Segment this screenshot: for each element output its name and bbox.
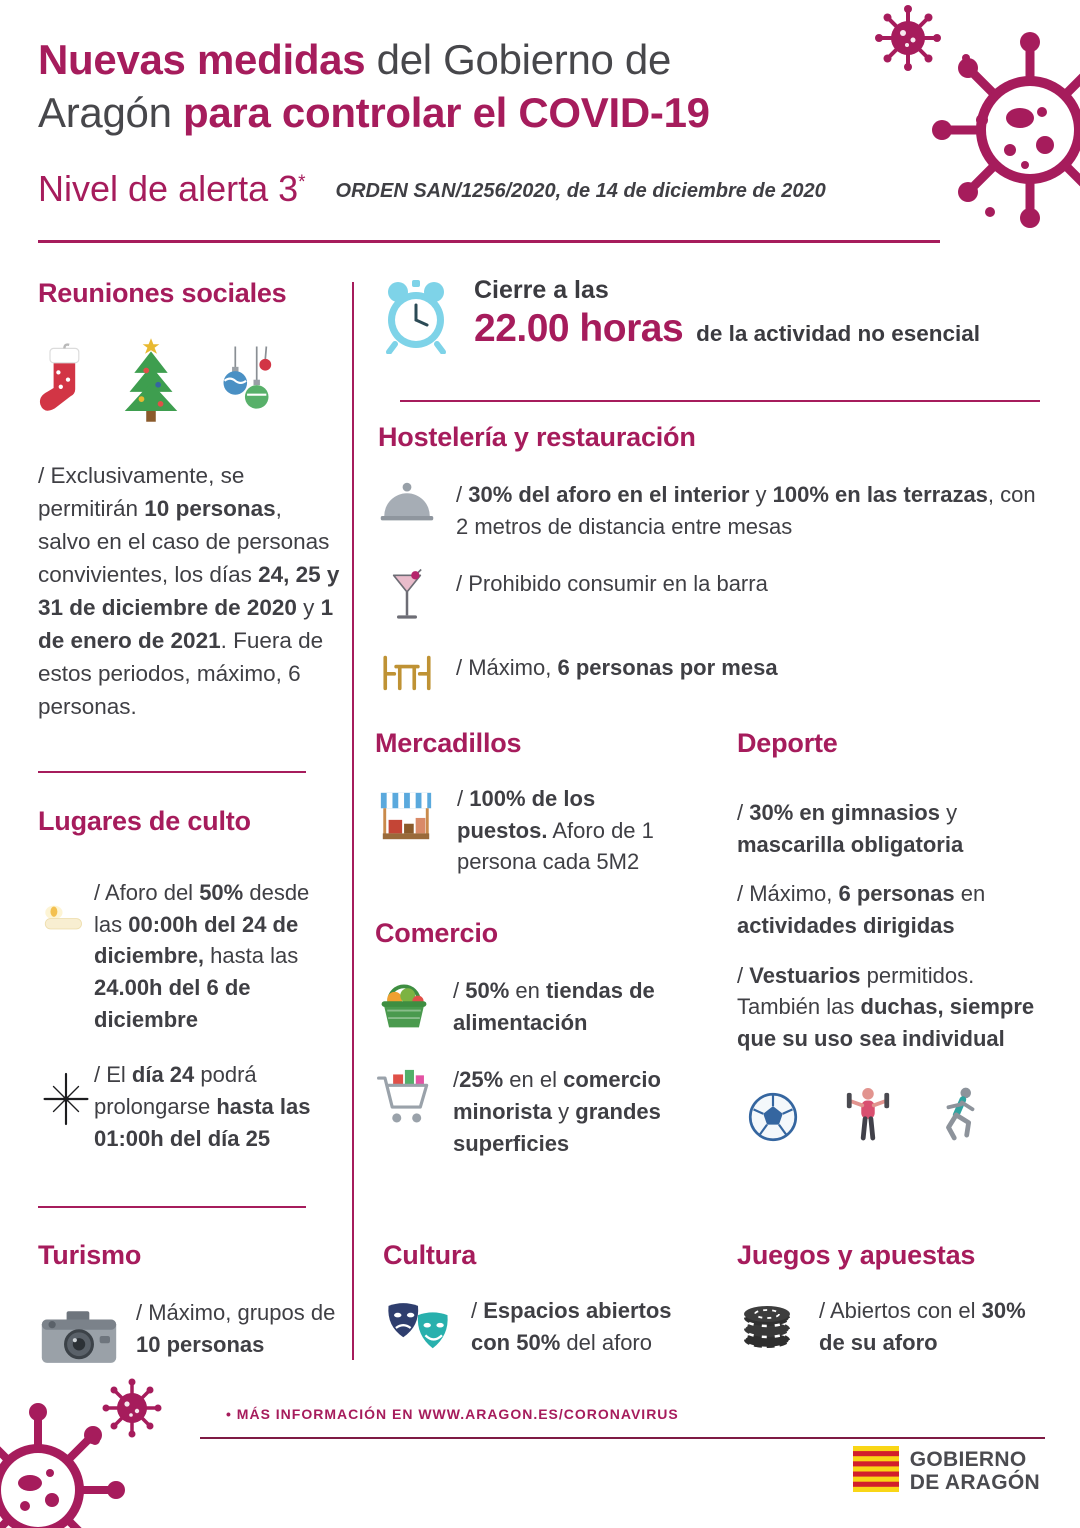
section-lugares-de-culto: [38, 806, 340, 1154]
closure-line: [474, 307, 980, 351]
sport-icons-row: [737, 1085, 1049, 1148]
section-comercio: [375, 918, 693, 1159]
section-juegos: [737, 1240, 1051, 1358]
section-hosteleria: [378, 422, 1048, 692]
deporte-item-text: / 30% en gimnasios y mascarilla obligatoria: [737, 800, 964, 857]
title-line-1: Nuevas medidas del Gobierno de: [38, 36, 672, 83]
left-divider-1: [38, 771, 306, 773]
alert-asterisk: *: [298, 172, 306, 193]
hosteleria-item: [378, 568, 1048, 626]
logo-line-1: GOBIERNO: [909, 1448, 1027, 1472]
closure-text: [474, 276, 980, 354]
more-info-text: • MÁS INFORMACIÓN EN WWW.ARAGON.ES/CORONAVIRUS: [226, 1406, 679, 1422]
cultura-item: [383, 1295, 685, 1358]
juegos-item-text: / Abiertos con el 30% de su aforo: [819, 1298, 1026, 1355]
closure-time: 22.00 horas: [474, 307, 684, 350]
comercio-item-text: / 50% en tiendas de alimentación: [453, 978, 655, 1035]
table-chairs-icon: [378, 652, 436, 692]
virus-decoration-bottom-left: [0, 1378, 190, 1528]
deporte-item-text: / Vestuarios permitidos. También las duchas, siempre que su uso sea individual: [737, 962, 1035, 1052]
hosteleria-item: [378, 479, 1048, 542]
aragon-flag-icon: [853, 1446, 899, 1497]
section-heading: Deporte: [737, 728, 838, 758]
shopping-cart-icon: [375, 1064, 433, 1130]
christmas-stocking-icon: [38, 338, 86, 431]
food-basket-icon: [375, 975, 433, 1033]
page-title: [38, 34, 878, 140]
gobierno-aragon-logo: [853, 1446, 1040, 1497]
header-divider: [38, 240, 940, 243]
closure-prefix: Cierre a las: [474, 276, 609, 304]
turismo-item-text: / Máximo, grupos de 10 personas: [136, 1300, 336, 1357]
logo-text: [910, 1449, 1040, 1493]
mercadillos-item-text: / 100% de los puestos. Aforo de 1 persona cada 5M2: [457, 786, 654, 875]
alert-row: [38, 168, 998, 210]
virus-icon: [870, 0, 1080, 250]
dumbbells-icon: [843, 1085, 893, 1148]
market-stall-icon: [375, 783, 437, 845]
section-cultura: [383, 1240, 685, 1358]
comercio-item: [375, 975, 693, 1038]
section-turismo: [38, 1240, 352, 1367]
cultura-item-text: / Espacios abiertos con 50% del aforo: [471, 1298, 672, 1355]
section-heading: Lugares de culto: [38, 806, 251, 836]
christmas-icons-row: [38, 335, 340, 431]
section-heading: Mercadillos: [375, 728, 522, 758]
hosteleria-item-text: / Máximo, 6 personas por mesa: [456, 655, 778, 681]
logo-line-2: DE ARAGÓN: [909, 1470, 1040, 1494]
section-heading: Comercio: [375, 918, 498, 948]
alert-level: Nivel de alerta 3*: [38, 168, 306, 209]
poker-chips-icon: [737, 1295, 797, 1351]
hosteleria-item: [378, 652, 1048, 692]
comercio-item-text: /25% en el comercio minorista y grandes superficies: [453, 1067, 661, 1156]
lugares-item-text: / El día 24 podrá prolongarse hasta las 01:00h del día 25: [94, 1062, 311, 1151]
section-deporte: [737, 728, 1049, 1148]
alarm-clock-icon: [380, 276, 452, 354]
section-heading: Turismo: [38, 1240, 142, 1270]
cloche-icon: [378, 479, 436, 525]
section-mercadillos: [375, 728, 675, 878]
section-heading: Hostelería y restauración: [378, 422, 696, 452]
christmas-tree-icon: [120, 334, 182, 431]
cocktail-icon: [378, 568, 436, 626]
section-heading: Reuniones sociales: [38, 278, 287, 308]
camera-icon: [38, 1297, 120, 1367]
deporte-item-text: / Máximo, 6 personas en actividades dirigidas: [737, 881, 986, 939]
runner-icon: [937, 1085, 983, 1148]
lugares-item: [38, 1059, 340, 1154]
title-line-2: Aragón para controlar el COVID-19: [38, 88, 710, 136]
left-divider-2: [38, 1206, 306, 1208]
virus-icon: [0, 1378, 190, 1528]
baubles-icon: [216, 342, 276, 431]
section-heading: Cultura: [383, 1240, 477, 1270]
soccer-ball-icon: [747, 1091, 799, 1148]
hosteleria-item-text: / Prohibido consumir en la barra: [456, 571, 768, 597]
closure-suffix: de la actividad no esencial: [696, 321, 981, 346]
closure-section: [380, 276, 1050, 354]
candle-icon: [38, 877, 94, 941]
turismo-item: [38, 1297, 352, 1367]
theater-masks-icon: [383, 1295, 453, 1357]
comercio-item: [375, 1064, 693, 1159]
mercadillos-item: [375, 783, 675, 878]
virus-decoration-top-right: [870, 0, 1080, 250]
footer-divider: [200, 1437, 1045, 1439]
sparkle-star-icon: [38, 1059, 94, 1127]
vertical-divider: [352, 282, 354, 1360]
orden-reference: ORDEN SAN/1256/2020, de 14 de diciembre de 2020: [335, 180, 826, 202]
juegos-item: [737, 1295, 1051, 1358]
lugares-item: [38, 877, 340, 1035]
lugares-item-text: / Aforo del 50% desde las 00:00h del 24 de diciembre, hasta las 24.00h del 6 de diciembre: [94, 880, 310, 1032]
reuniones-body: / Exclusivamente, se permitirán 10 personas, salvo en el caso de personas convivientes, los días 24, 25 y 31 de diciembre de 2020 y 1 de enero de 2021. Fuera de estos periodos, máximo, 6 personas.: [38, 463, 340, 720]
closure-divider: [400, 400, 1040, 402]
section-reuniones: [38, 278, 340, 724]
hosteleria-item-text: / 30% del aforo en el interior y 100% en las terrazas, con 2 metros de distancia entre mesas: [456, 482, 1036, 539]
section-heading: Juegos y apuestas: [737, 1240, 976, 1270]
